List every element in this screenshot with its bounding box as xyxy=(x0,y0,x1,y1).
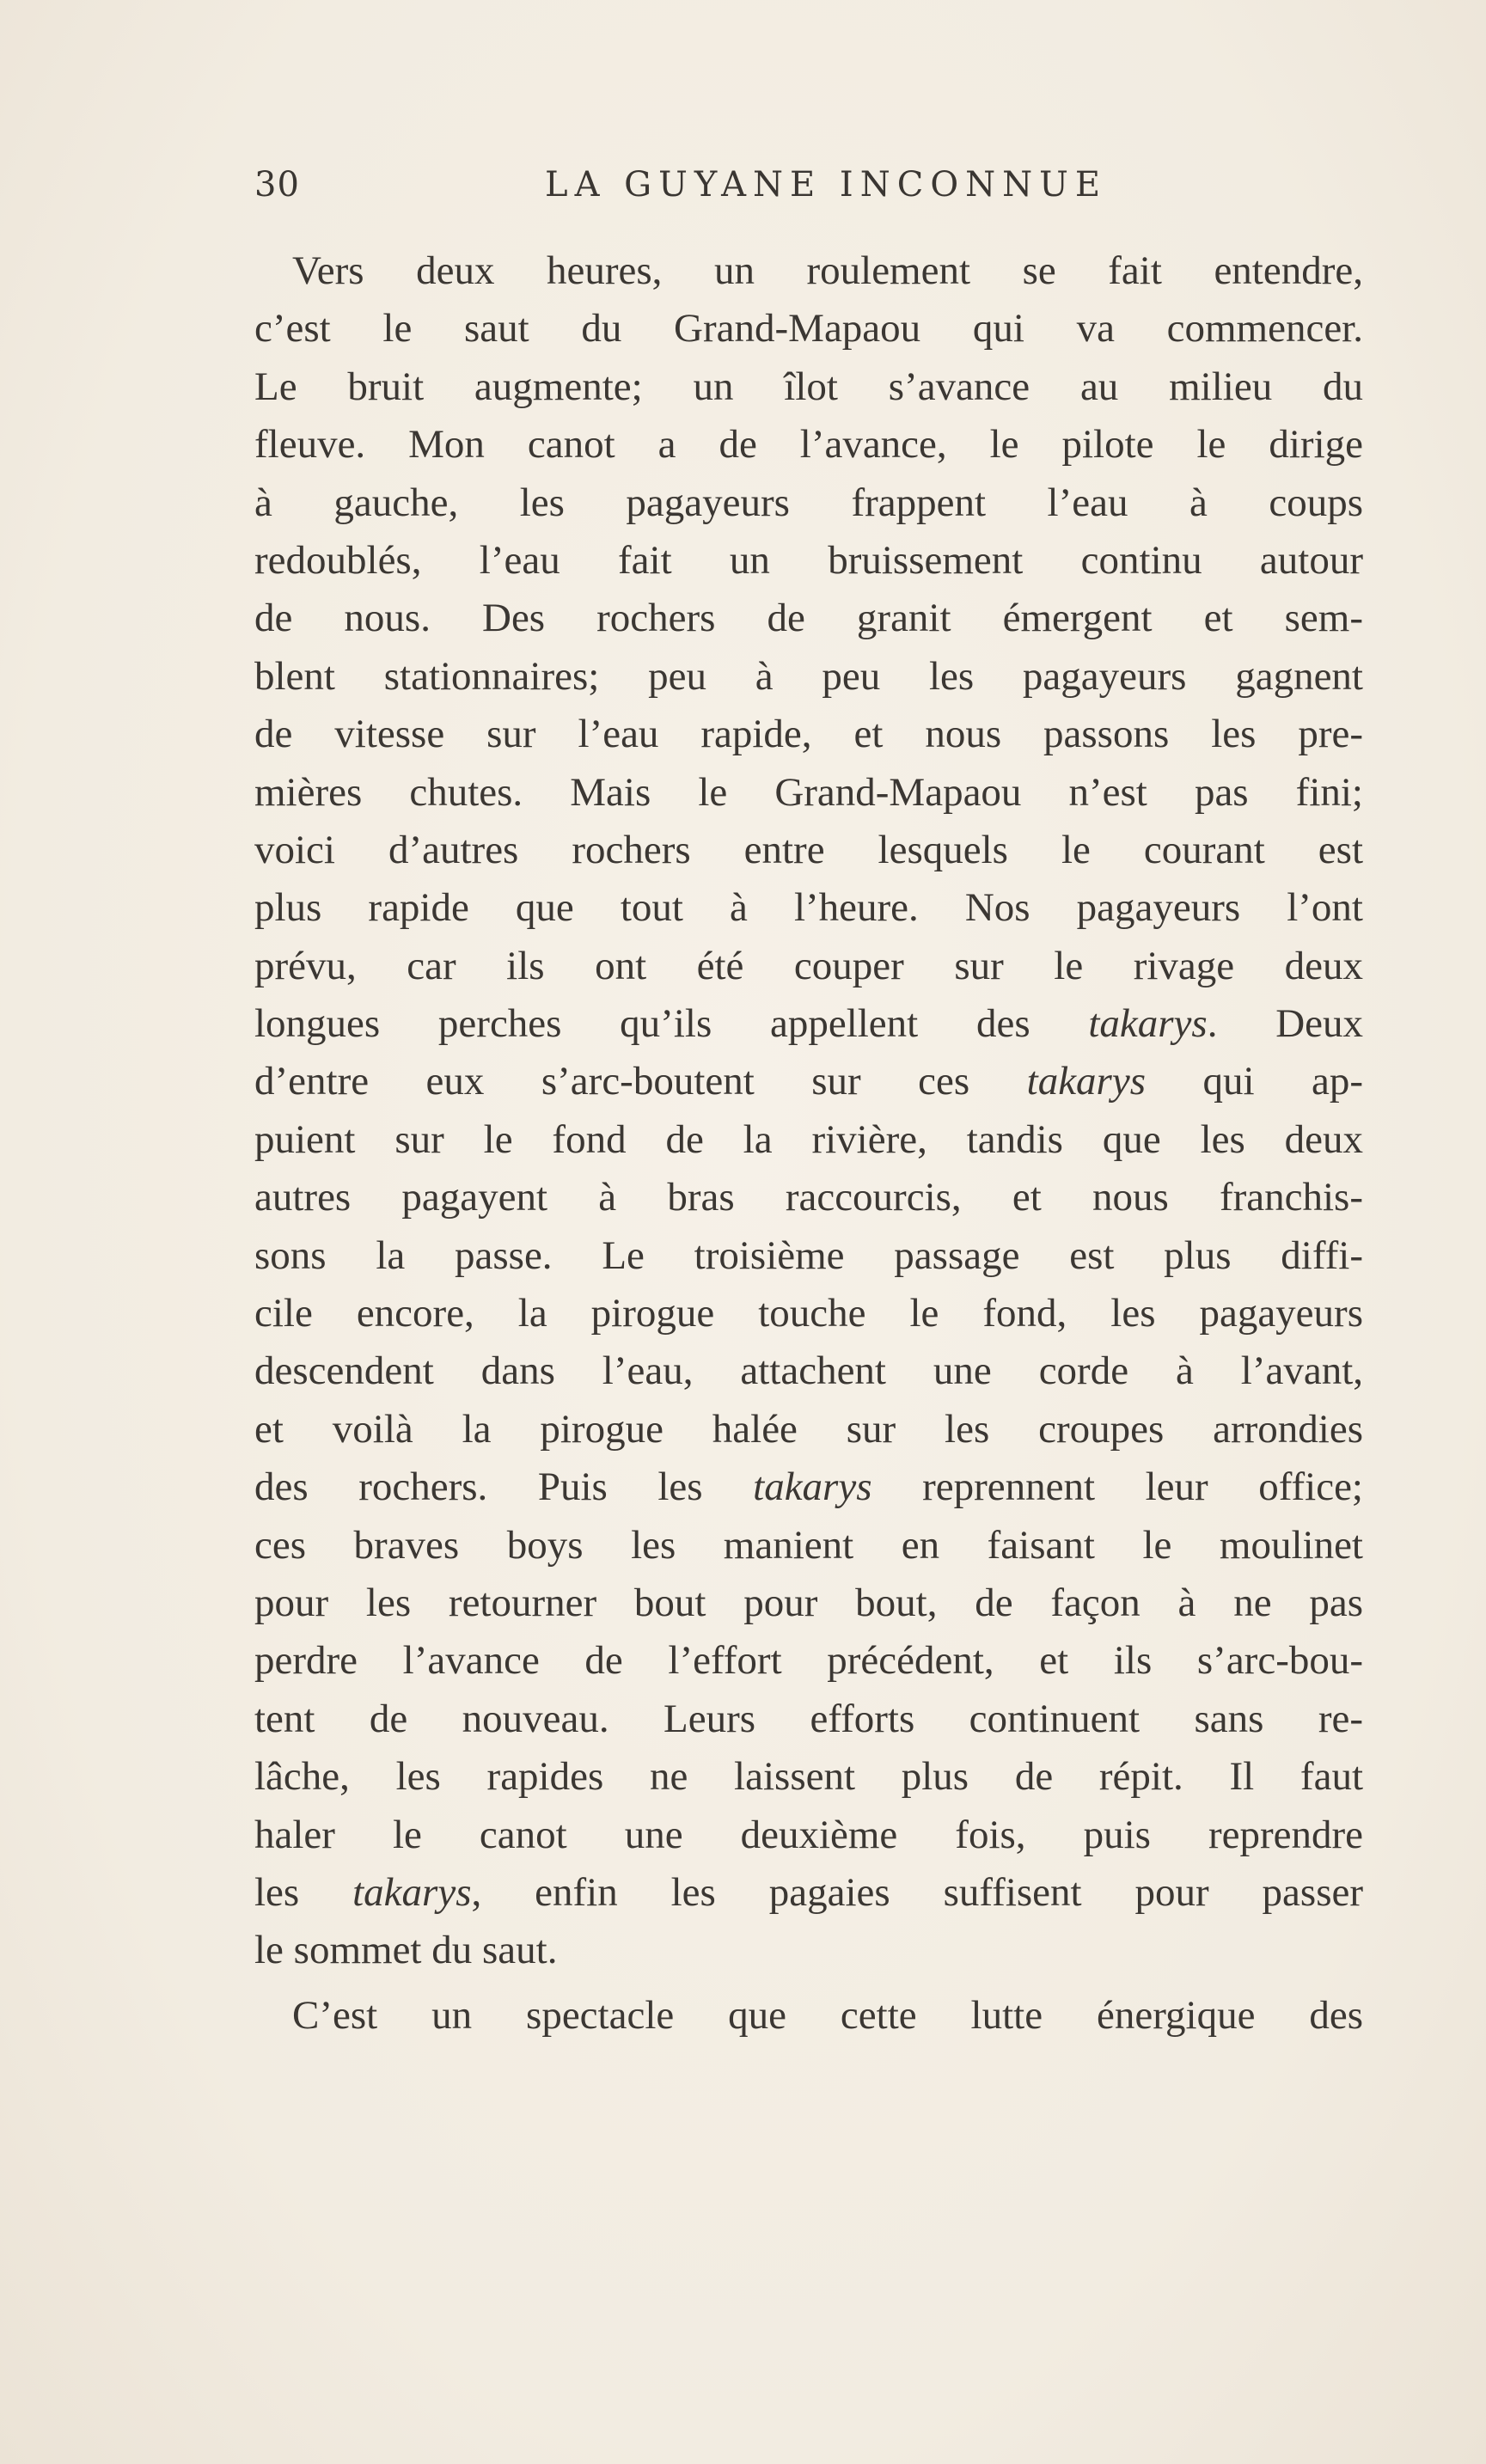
text-line xyxy=(254,1864,1363,1922)
text-line xyxy=(254,1574,1363,1632)
text-run: reprennent leur office; xyxy=(871,1464,1363,1510)
text-line xyxy=(254,1401,1363,1458)
text-run: les xyxy=(254,1869,353,1915)
text-run: à gauche, les pagayeurs frappent l’eau à coups xyxy=(254,480,1363,525)
text-run: perdre l’avance de l’effort précédent, et ils s’arc-bou- xyxy=(254,1638,1363,1684)
text-run: , enfin les pagaies suffisent pour passer xyxy=(471,1869,1364,1915)
text-line xyxy=(254,648,1363,706)
text-line xyxy=(254,1111,1363,1169)
paragraph xyxy=(254,1987,1363,2045)
text-line xyxy=(254,1227,1363,1285)
text-run: prévu, car ils ont été couper sur le rivage deux xyxy=(254,943,1363,988)
text-line xyxy=(254,764,1363,822)
text-run: cile encore, la pirogue touche le fond, les pagayeurs xyxy=(254,1291,1363,1336)
text-run: des rochers. Puis les xyxy=(254,1464,754,1510)
text-line xyxy=(254,1632,1363,1690)
text-run: le sommet du saut. xyxy=(254,1928,558,1973)
paragraph xyxy=(254,242,1363,1980)
text-run: C’est un spectacle que cette lutte énergique des xyxy=(292,1992,1363,2038)
text-line xyxy=(254,879,1363,937)
text-run: descendent dans l’eau, attachent une corde à l’avant, xyxy=(254,1348,1363,1394)
text-line xyxy=(254,1748,1363,1806)
text-run: ces braves boys les manient en faisant le moulinet xyxy=(254,1522,1363,1568)
text-run: et voilà la pirogue halée sur les croupes arrondies xyxy=(254,1406,1363,1452)
italic-term: takarys xyxy=(1088,1001,1208,1047)
text-run: haler le canot une deuxième fois, puis reprendre xyxy=(254,1812,1363,1857)
text-line xyxy=(254,300,1363,358)
text-line xyxy=(254,995,1363,1053)
text-line xyxy=(254,1987,1363,2045)
text-run: autres pagayent à bras raccourcis, et nous franchis- xyxy=(254,1175,1363,1220)
text-run: Le bruit augmente; un îlot s’avance au milieu du xyxy=(254,364,1363,409)
text-line xyxy=(254,1342,1363,1400)
text-run: mières chutes. Mais le Grand-Mapaou n’est pas fini; xyxy=(254,769,1363,815)
text-line xyxy=(254,532,1363,590)
text-run: qui ap- xyxy=(1146,1059,1364,1104)
body-text xyxy=(254,242,1363,2045)
text-line xyxy=(254,1285,1363,1342)
text-line xyxy=(254,358,1363,416)
text-line xyxy=(254,1053,1363,1110)
text-line xyxy=(254,590,1363,647)
running-title: LA GUYANE INCONNUE xyxy=(545,165,1108,205)
page-number: 30 xyxy=(254,165,300,205)
italic-term: takarys xyxy=(753,1464,872,1510)
paragraph-gap xyxy=(254,1980,1363,1987)
text-run: fleuve. Mon canot a de l’avance, le pilote le dirige xyxy=(254,422,1363,468)
text-run: c’est le saut du Grand-Mapaou qui va commencer. xyxy=(254,306,1363,352)
text-line xyxy=(254,1458,1363,1516)
text-run: tent de nouveau. Leurs efforts continuent sans re- xyxy=(254,1696,1363,1741)
text-run: voici d’autres rochers entre lesquels le courant est xyxy=(254,827,1363,872)
italic-term: takarys xyxy=(352,1869,472,1915)
text-run: de vitesse sur l’eau rapide, et nous passons les pre- xyxy=(254,712,1363,757)
text-line xyxy=(254,1922,1363,1979)
text-line xyxy=(254,938,1363,995)
text-line xyxy=(254,706,1363,763)
text-line xyxy=(254,1169,1363,1226)
text-line xyxy=(254,1517,1363,1574)
text-line xyxy=(254,474,1363,532)
text-run: pour les retourner bout pour bout, de façon à ne pas xyxy=(254,1580,1363,1625)
text-line xyxy=(254,1691,1363,1748)
text-run: sons la passe. Le troisième passage est plus diffi- xyxy=(254,1232,1363,1278)
text-run: . Deux xyxy=(1207,1001,1363,1047)
text-line xyxy=(254,1807,1363,1864)
text-run: longues perches qu’ils appellent des xyxy=(254,1001,1089,1047)
text-run: blent stationnaires; peu à peu les pagayeurs gagnent xyxy=(254,653,1363,699)
text-run: redoublés, l’eau fait un bruissement continu autour xyxy=(254,537,1363,583)
text-run: Vers deux heures, un roulement se fait entendre, xyxy=(292,248,1363,293)
text-line xyxy=(254,416,1363,474)
text-run: puient sur le fond de la rivière, tandis que les deux xyxy=(254,1116,1363,1162)
text-run: de nous. Des rochers de granit émergent et sem- xyxy=(254,596,1363,641)
text-line xyxy=(254,822,1363,879)
page-header xyxy=(254,165,1363,217)
text-run: d’entre eux s’arc-boutent sur ces xyxy=(254,1059,1027,1104)
italic-term: takarys xyxy=(1026,1059,1147,1104)
text-run: plus rapide que tout à l’heure. Nos pagayeurs l’ont xyxy=(254,885,1363,931)
text-run: lâche, les rapides ne laissent plus de répit. Il faut xyxy=(254,1754,1363,1800)
text-line xyxy=(254,242,1363,300)
